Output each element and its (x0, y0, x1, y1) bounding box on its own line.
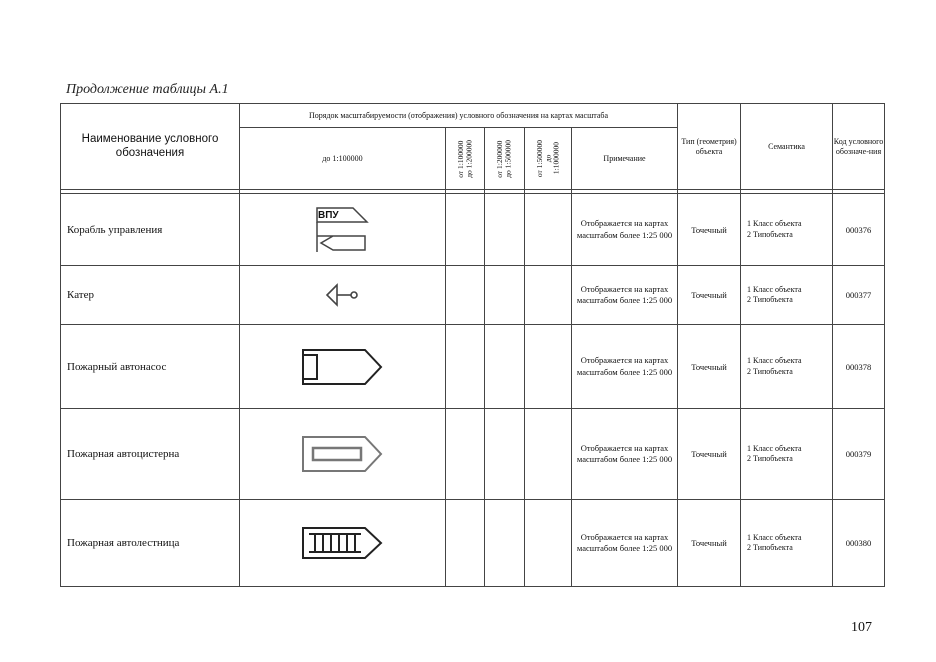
header-note: Примечание (572, 128, 678, 190)
row-note: Отображается на картах масштабом более 1:25 000 (572, 325, 678, 409)
row-name: Пожарная автолестница (61, 500, 240, 587)
row-name: Катер (61, 266, 240, 325)
header-type: Тип (геометрия) объекта (678, 104, 741, 190)
semantics-line-1: 1 Класс объекта (747, 219, 802, 229)
row-note: Отображается на картах масштабом более 1:25 000 (572, 500, 678, 587)
row-semantics (741, 409, 833, 500)
row-semantics (741, 194, 833, 266)
row-code: 000378 (833, 325, 885, 409)
header-scale-a1: от 1:100000 (455, 139, 465, 178)
header-scale-c2: до (542, 154, 552, 163)
command-ship-label: ВПУ (317, 209, 339, 221)
header-from-100000-to-200000 (446, 128, 485, 190)
table-row (61, 194, 885, 266)
boat-symbol (323, 279, 363, 311)
header-scale-c1: от 1:500000 (534, 139, 544, 178)
row-symbol (240, 409, 446, 500)
row-note: Отображается на картах масштабом более 1:25 000 (572, 409, 678, 500)
header-name: Наименование условного обозначения (61, 104, 240, 190)
row-type: Точечный (678, 194, 741, 266)
row-name: Пожарная автоцистерна (61, 409, 240, 500)
row-code: 000379 (833, 409, 885, 500)
header-from-200000-to-500000 (485, 128, 525, 190)
row-code: 000380 (833, 500, 885, 587)
row-semantics (741, 325, 833, 409)
row-name: Корабль управления (61, 194, 240, 266)
semantics-line-1: 1 Класс объекта (747, 284, 802, 294)
semantics-line-2: 2 Типобъекта (747, 543, 793, 552)
fire-ladder-symbol (301, 525, 385, 561)
row-code: 000377 (833, 266, 885, 325)
semantics-line-2: 2 Типобъекта (747, 366, 793, 376)
row-semantics (741, 266, 833, 325)
header-scale-b1: от 1:200000 (495, 139, 505, 178)
row-symbol (240, 194, 446, 266)
page-number: 107 (851, 620, 872, 635)
header-code: Код условного обозначе-ния (833, 104, 885, 190)
header-scale-c3: 1:1000000 (551, 142, 561, 175)
row-type: Точечный (678, 409, 741, 500)
header-scale-a2: до 1:200000 (464, 139, 473, 178)
fire-tanker-symbol (301, 434, 385, 474)
row-note: Отображается на картах масштабом более 1:25 000 (572, 266, 678, 325)
row-symbol (240, 325, 446, 409)
semantics-line-2: 2 Типобъекта (747, 454, 793, 463)
semantics-line-1: 1 Класс объекта (747, 443, 802, 453)
header-from-500000-to-1000000 (525, 128, 572, 190)
row-semantics (741, 500, 833, 587)
table-row (61, 266, 885, 325)
semantics-line-2: 2 Типобъекта (747, 295, 793, 304)
row-symbol (240, 266, 446, 325)
table-caption: Продолжение таблицы А.1 (66, 82, 229, 97)
row-type: Точечный (678, 266, 741, 325)
row-name: Пожарный автонасос (61, 325, 240, 409)
header-semantics: Семантика (741, 104, 833, 190)
row-note: Отображается на картах масштабом более 1:25 000 (572, 194, 678, 266)
semantics-line-2: 2 Типобъекта (747, 229, 793, 239)
header-scale-b2: до 1:500000 (503, 139, 513, 178)
fire-pump-symbol (301, 347, 385, 387)
table-row (61, 409, 885, 500)
header-to-100000: до 1:100000 (240, 128, 446, 190)
row-type: Точечный (678, 325, 741, 409)
header-row-1 (61, 104, 885, 128)
command-ship-symbol (315, 206, 371, 254)
row-code: 000376 (833, 194, 885, 266)
semantics-line-1: 1 Класс объекта (747, 532, 802, 542)
header-scale-group: Порядок масштабируемости (отображения) условного обозначения на картах масштаба (240, 104, 678, 128)
semantics-line-1: 1 Класс объекта (747, 356, 802, 366)
table-row (61, 500, 885, 587)
row-symbol (240, 500, 446, 587)
row-type: Точечный (678, 500, 741, 587)
symbols-table (60, 103, 885, 587)
table-row (61, 325, 885, 409)
